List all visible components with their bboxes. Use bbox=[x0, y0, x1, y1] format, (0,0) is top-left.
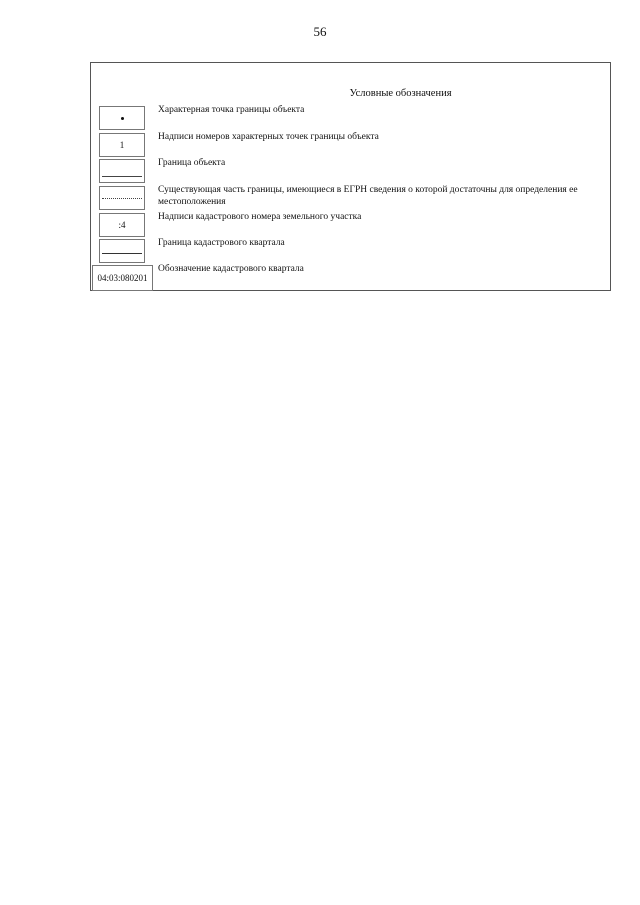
point-number-symbol bbox=[99, 133, 145, 157]
legend-item-description: Обозначение кадастрового квартала bbox=[158, 264, 304, 274]
point-dot-icon bbox=[121, 117, 124, 120]
legend-item-description: Существующая часть границы, имеющиеся в ЕГРН сведения о которой достаточны для определения ее местоположения bbox=[158, 185, 578, 207]
legend-item-description: Надписи кадастрового номера земельного участка bbox=[158, 212, 362, 222]
quarter-designation-symbol bbox=[92, 265, 153, 291]
object-boundary-symbol bbox=[99, 159, 145, 183]
point-number-label: 1 bbox=[119, 140, 125, 150]
cadastral-number-label: :4 bbox=[118, 220, 126, 230]
existing-boundary-symbol bbox=[99, 186, 145, 210]
thin-line-icon bbox=[102, 176, 142, 177]
boundary-point-symbol bbox=[99, 106, 145, 130]
legend-item-description: Характерная точка границы объекта bbox=[158, 105, 305, 115]
legend-frame bbox=[90, 62, 611, 291]
legend-item-description: Граница кадастрового квартала bbox=[158, 238, 285, 248]
cadastral-number-symbol bbox=[99, 213, 145, 237]
dotted-line-icon bbox=[102, 198, 142, 199]
thick-line-icon bbox=[102, 253, 142, 254]
legend-item-description: Надписи номеров характерных точек границы объекта bbox=[158, 132, 379, 142]
quarter-designation-label: 04:03:080201 bbox=[97, 273, 148, 283]
legend-title: Условные обозначения bbox=[349, 88, 452, 99]
quarter-boundary-symbol bbox=[99, 239, 145, 263]
page-number: 56 bbox=[313, 24, 327, 39]
legend-item-description: Граница объекта bbox=[158, 158, 226, 168]
